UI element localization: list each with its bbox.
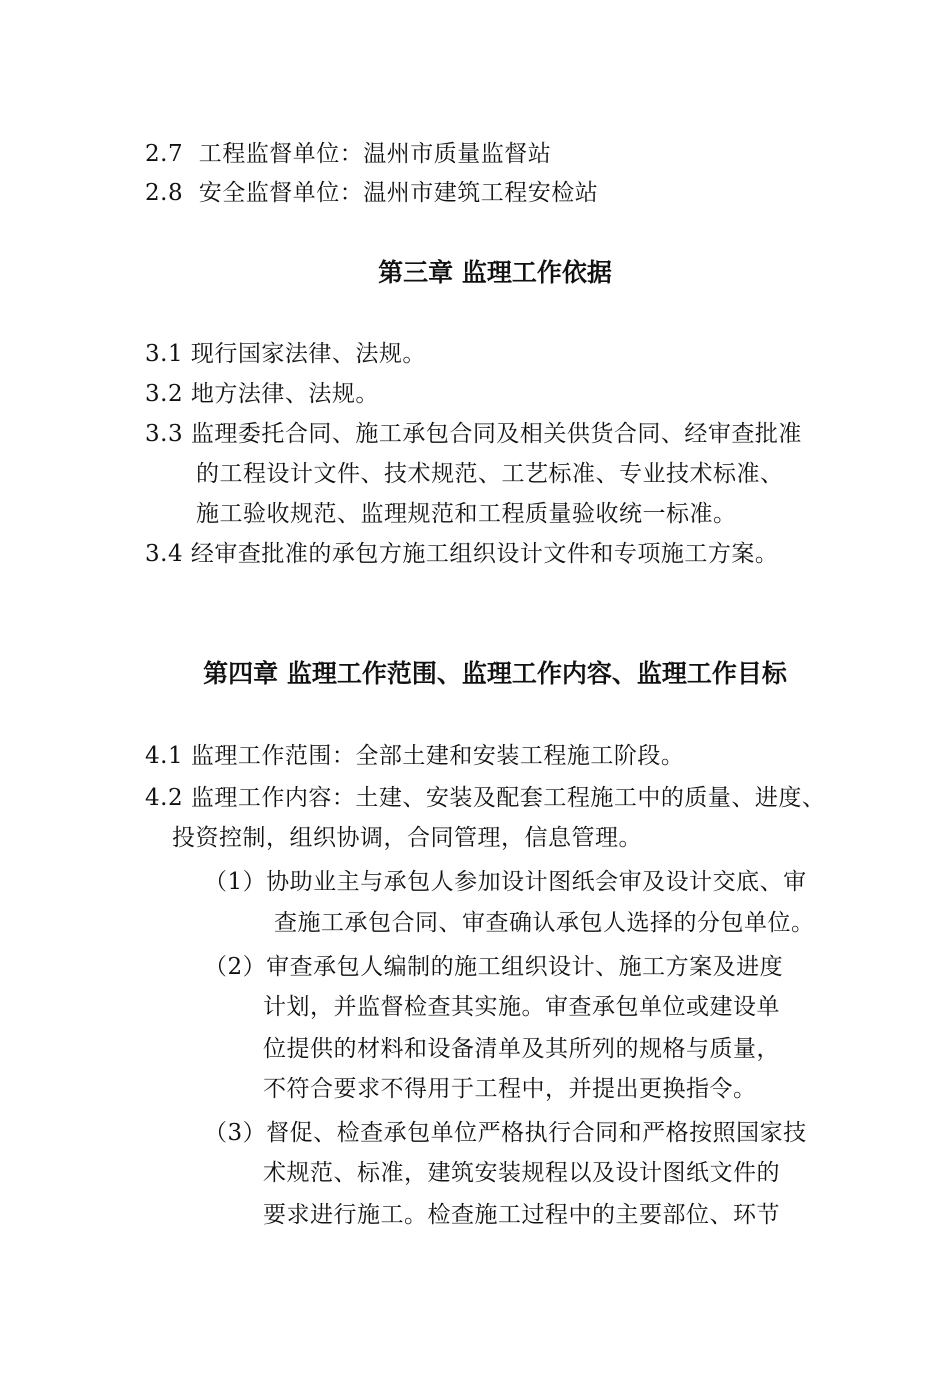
subitem-text: 督促、检查承包单位严格执行合同和严格按照国家技 bbox=[266, 1120, 807, 1146]
subitem-2-cont: 不符合要求不得用于工程中，并提出更换指令。 bbox=[263, 1076, 757, 1102]
item-number: 2.8 bbox=[145, 180, 184, 206]
subitem-text: 协助业主与承包人参加设计图纸会审及设计交底、审 bbox=[266, 869, 807, 895]
item-2-7 bbox=[145, 138, 551, 170]
item-4-2 bbox=[145, 782, 825, 814]
item-number: 3.1 bbox=[145, 341, 184, 367]
item-text: 监理工作内容：土建、安装及配套工程施工中的质量、进度、 bbox=[190, 785, 826, 811]
subitem-2-cont: 计划，并监督检查其实施。审查承包单位或建设单 bbox=[263, 994, 780, 1020]
item-number: 3.4 bbox=[145, 541, 184, 567]
item-3-3-cont: 的工程设计文件、技术规范、工艺标准、专业技术标准、 bbox=[196, 461, 784, 487]
subitem-3 bbox=[204, 1117, 807, 1149]
item-2-8 bbox=[145, 177, 598, 209]
item-3-2 bbox=[145, 378, 379, 410]
item-text: 工程监督单位：温州市质量监督站 bbox=[198, 141, 552, 167]
item-3-3-cont: 施工验收规范、监理规范和工程质量验收统一标准。 bbox=[196, 501, 737, 527]
item-3-4 bbox=[145, 538, 778, 570]
item-4-2-cont: 投资控制，组织协调，合同管理，信息管理。 bbox=[172, 825, 642, 851]
item-3-1 bbox=[145, 338, 426, 370]
subitem-3-cont: 要求进行施工。检查施工过程中的主要部位、环节 bbox=[263, 1202, 780, 1228]
item-number: 4.2 bbox=[145, 785, 184, 811]
item-4-1 bbox=[145, 740, 684, 772]
item-text: 监理工作范围：全部土建和安装工程施工阶段。 bbox=[190, 743, 685, 769]
subitem-number: （1） bbox=[204, 869, 267, 895]
chapter-4-title: 第四章 监理工作范围、监理工作内容、监理工作目标 bbox=[203, 659, 787, 688]
subitem-3-cont: 术规范、标准，建筑安装规程以及设计图纸文件的 bbox=[263, 1160, 780, 1186]
item-text: 安全监督单位：温州市建筑工程安检站 bbox=[198, 180, 599, 206]
item-text: 监理委托合同、施工承包合同及相关供货合同、经审查批准 bbox=[190, 421, 802, 447]
subitem-1 bbox=[204, 866, 807, 898]
item-number: 3.3 bbox=[145, 421, 184, 447]
subitem-2 bbox=[204, 951, 783, 983]
item-text: 地方法律、法规。 bbox=[190, 381, 379, 407]
item-number: 4.1 bbox=[145, 743, 184, 769]
subitem-number: （2） bbox=[204, 954, 267, 980]
subitem-number: （3） bbox=[204, 1120, 267, 1146]
item-3-3 bbox=[145, 418, 802, 450]
item-text: 经审查批准的承包方施工组织设计文件和专项施工方案。 bbox=[190, 541, 779, 567]
item-text: 现行国家法律、法规。 bbox=[190, 341, 426, 367]
item-number: 3.2 bbox=[145, 381, 184, 407]
chapter-3-title: 第三章 监理工作依据 bbox=[378, 258, 612, 287]
subitem-text: 审查承包人编制的施工组织设计、施工方案及进度 bbox=[266, 954, 784, 980]
item-number: 2.7 bbox=[145, 141, 184, 167]
subitem-1-cont: 查施工承包合同、审查确认承包人选择的分包单位。 bbox=[274, 910, 815, 936]
subitem-2-cont: 位提供的材料和设备清单及其所列的规格与质量， bbox=[263, 1036, 780, 1062]
